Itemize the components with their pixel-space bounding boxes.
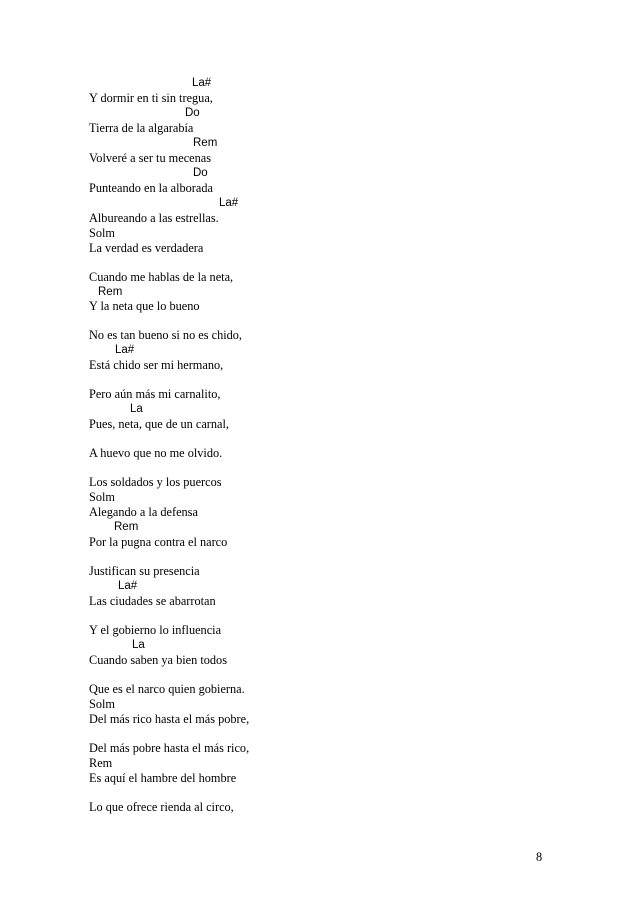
- lyric-line: Las ciudades se abarrotan: [89, 594, 216, 608]
- page-number: 8: [536, 850, 543, 864]
- lyric-line: Los soldados y los puercos: [89, 475, 222, 489]
- lyric-line: Y el gobierno lo influencia: [89, 623, 222, 637]
- lyric-line: Solm: [89, 697, 115, 711]
- lyric-line: Del más pobre hasta el más rico,: [89, 741, 250, 755]
- lyric-line: A huevo que no me olvido.: [89, 446, 223, 460]
- lyric-line: Alegando a la defensa: [89, 505, 198, 519]
- chord-line: La#: [192, 77, 212, 89]
- lyric-line: Que es el narco quien gobierna.: [89, 682, 245, 696]
- chord-line: Do: [193, 167, 208, 179]
- lyric-line: Justifican su presencia: [89, 564, 200, 578]
- chord-line: La#: [115, 344, 135, 356]
- lyric-line: Pero aún más mi carnalito,: [89, 387, 221, 401]
- lyric-line: Y dormir en ti sin tregua,: [89, 91, 213, 105]
- chord-line: La#: [219, 197, 239, 209]
- lyric-line: Cuando me hablas de la neta,: [89, 270, 234, 284]
- lyric-line: Tierra de la algarabía: [89, 121, 194, 135]
- chord-line: Rem: [193, 137, 218, 149]
- lyric-line: Pues, neta, que de un carnal,: [89, 417, 229, 431]
- chord-line: La: [132, 639, 145, 651]
- chord-line: Rem: [114, 521, 139, 533]
- lyric-line: Es aquí el hambre del hombre: [89, 771, 237, 785]
- lyric-line: No es tan bueno si no es chido,: [89, 328, 243, 342]
- lyric-line: Solm: [89, 490, 115, 504]
- lyric-line: Rem: [89, 756, 113, 770]
- lyric-line: La verdad es verdadera: [89, 241, 204, 255]
- lyric-line: Punteando en la alborada: [89, 181, 213, 195]
- chord-line: Do: [185, 107, 200, 119]
- chord-line: La#: [118, 580, 138, 592]
- chord-line: Rem: [98, 286, 123, 298]
- lyric-line: Lo que ofrece rienda al circo,: [89, 800, 234, 814]
- lyric-line: Y la neta que lo bueno: [89, 299, 200, 313]
- chord-line: La: [130, 403, 143, 415]
- lyric-line: Volveré a ser tu mecenas: [89, 151, 212, 165]
- lyric-line: Del más rico hasta el más pobre,: [89, 712, 250, 726]
- lyric-line: Por la pugna contra el narco: [89, 535, 228, 549]
- lyric-line: Albureando a las estrellas.: [89, 211, 219, 225]
- lyric-line: Está chido ser mi hermano,: [89, 358, 224, 372]
- lyric-line: Cuando saben ya bien todos: [89, 653, 227, 667]
- lyric-line: Solm: [89, 226, 115, 240]
